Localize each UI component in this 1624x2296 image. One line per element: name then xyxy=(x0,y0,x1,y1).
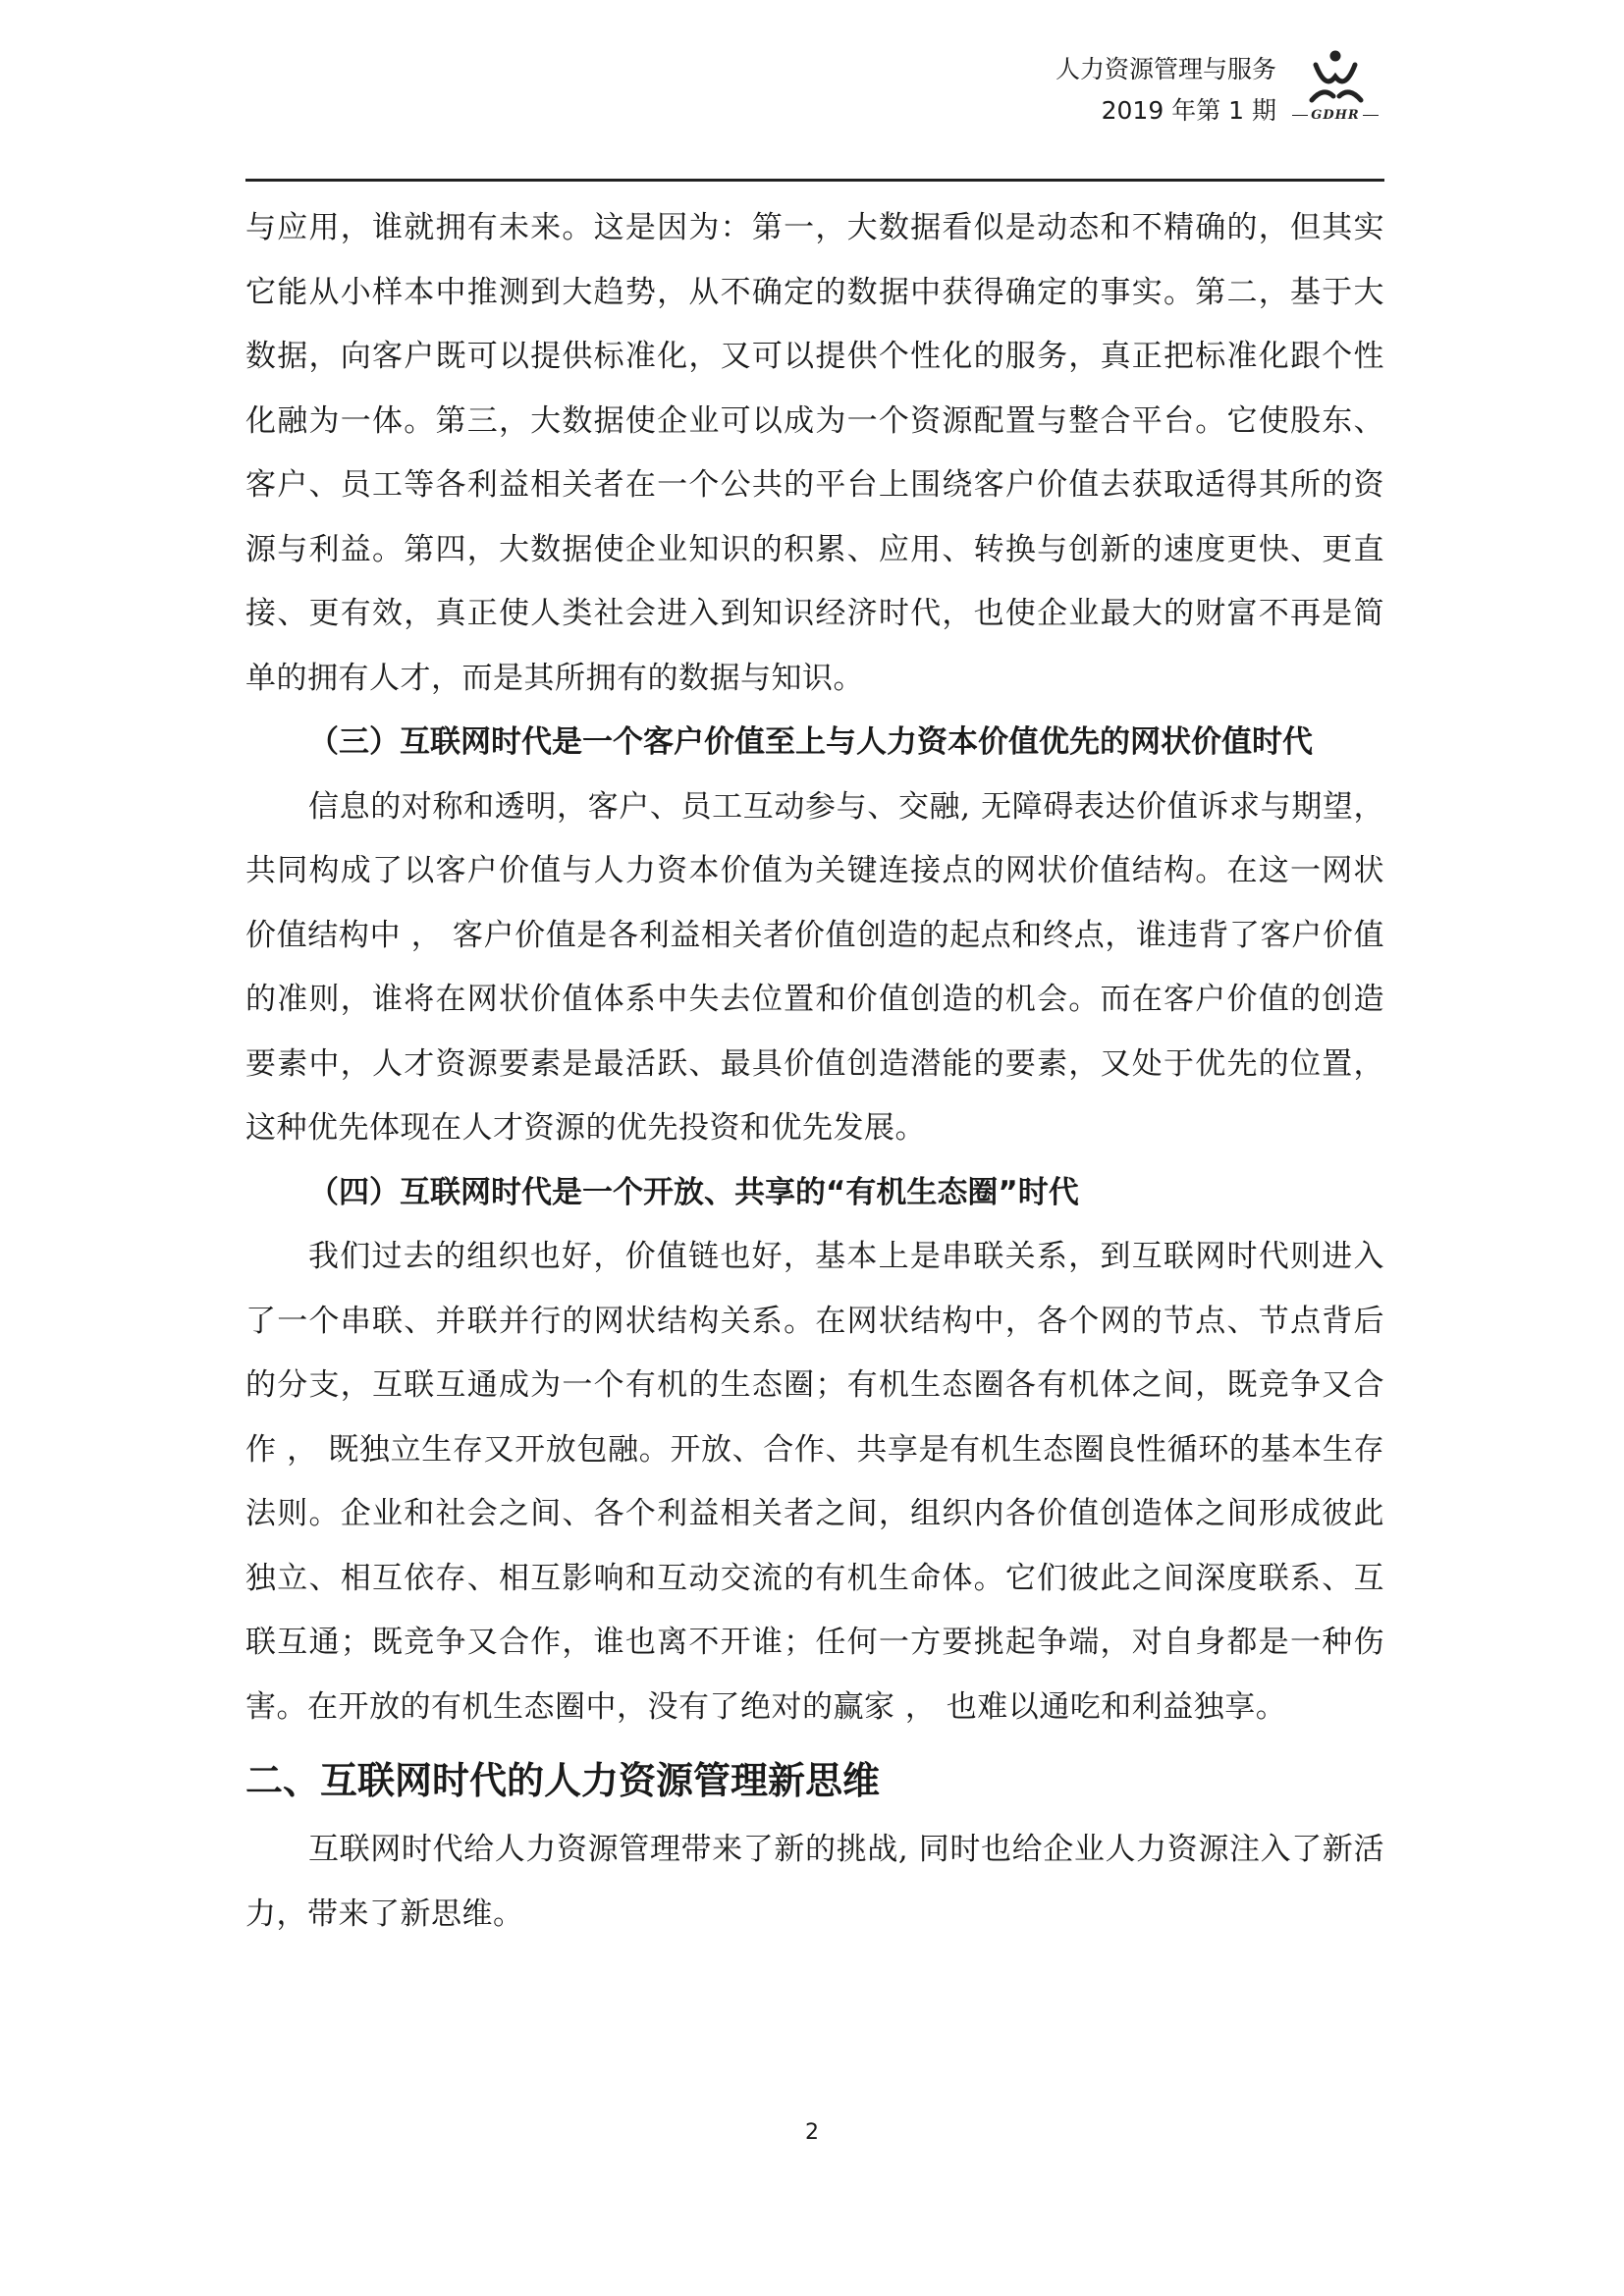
page-header xyxy=(245,39,1384,177)
gdhr-logo xyxy=(1286,47,1384,135)
paragraph-ecosystem: 我们过去的组织也好，价值链也好，基本上是串联关系，到互联网时代则进入了一个串联、并联并行的网状结构关系。在网状结构中，各个网的节点、节点背后的分支，互联互通成为一个有机的生态圈；有机生态圈各有机体之间，既竞争又合作 ， 既独立生存又开放包融。开放、合作、共享是有机生态圈良性循环的基本生存法则。企业和社会之间、各个利益相关者之间，组织内各价值创造体之间形成彼此独立、相互依存、相互影响和互动交流的有机生命体。它们彼此之间深度联系、互联互通；既竞争又合作，谁也离不开谁；任何一方要挑起争端，对自身都是一种伤害。在开放的有机生态圈中，没有了绝对的赢家 ， 也难以通吃和利益独享。 xyxy=(245,1239,1384,1725)
paragraph-network-value: 信息的对称和透明，客户、员工互动参与、交融, 无障碍表达价值诉求与期望，共同构成了以客户价值与人力资本价值为关键连接点的网状价值结构。在这一网状价值结构中 ， 客户价值是各利益相关者价值创造的起点和终点，谁违背了客户价值的准则，谁将在网状价值体系中失去位置和价值创造的机会。而在客户价值的创造要素中，人才资源要素是最活跃、最具价值创造潜能的要素，又处于优先的位置，这种优先体现在人才资源的优先投资和优先发展。 xyxy=(245,788,1384,1146)
journal-issue: 2019 年第 1 期 xyxy=(1101,96,1276,125)
gdhr-logo-icon xyxy=(1286,47,1384,108)
journal-title: 人力资源管理与服务 xyxy=(1055,55,1276,83)
header-divider xyxy=(245,179,1384,182)
paragraph-big-data: 与应用，谁就拥有未来。这是因为：第一，大数据看似是动态和不精确的，但其实它能从小样本中推测到大趋势，从不确定的数据中获得确定的事实。第二，基于大数据，向客户既可以提供标准化，又可以提供个性化的服务，真正把标准化跟个性化融为一体。第三，大数据使企业可以成为一个资源配置与整合平台。它使股东、客户、员工等各利益相关者在一个公共的平台上围绕客户价值去获取适得其所的资源与利益。第四，大数据使企业知识的积累、应用、转换与创新的速度更快、更直接、更有效，真正使人类社会进入到知识经济时代，也使企业最大的财富不再是简单的拥有人才，而是其所拥有的数据与知识。 xyxy=(245,210,1384,696)
subheading-three: （三）互联网时代是一个客户价值至上与人力资本价值优先的网状价值时代 xyxy=(308,724,1313,760)
subheading-four: （四）互联网时代是一个开放、共享的“有机生态圈”时代 xyxy=(308,1174,1079,1210)
section-title-two: 二、互联网时代的人力资源管理新思维 xyxy=(245,1759,881,1802)
journal-info xyxy=(1056,49,1276,132)
logo-text: GDHR xyxy=(1286,108,1384,123)
article-body xyxy=(245,196,1384,1947)
paragraph-new-thinking: 互联网时代给人力资源管理带来了新的挑战, 同时也给企业人力资源注入了新活力，带来了新思维。 xyxy=(245,1832,1384,1932)
page-number: 2 xyxy=(805,2120,819,2145)
